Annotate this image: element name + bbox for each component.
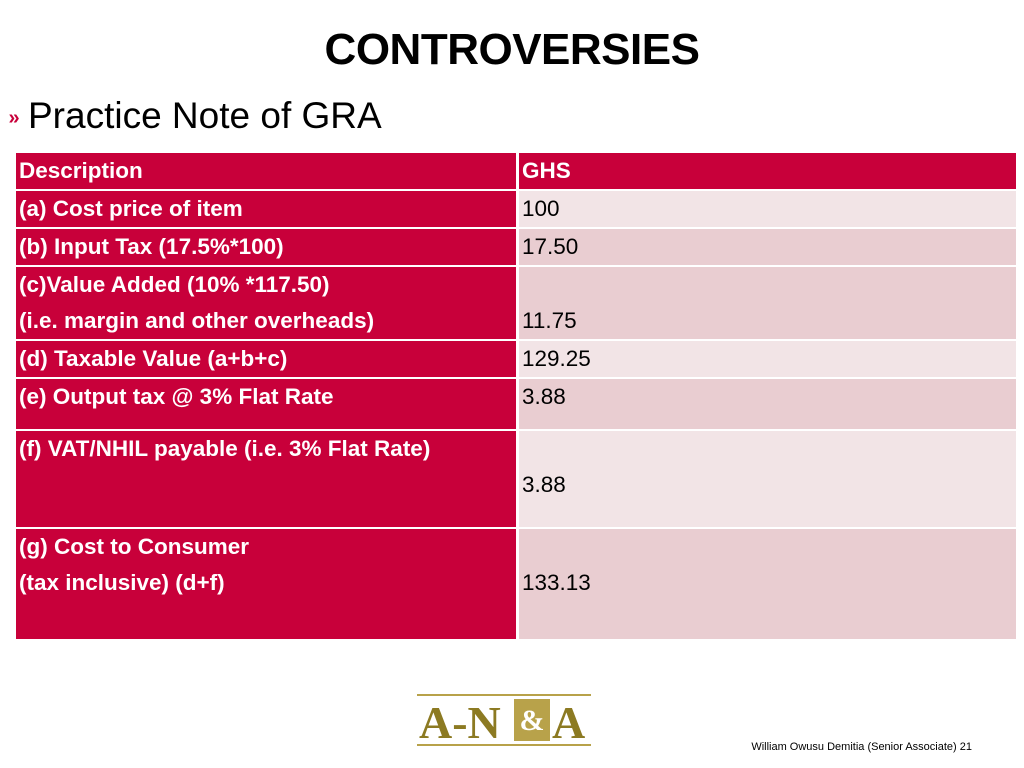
row-description: (c)Value Added (10% *117.50) (i.e. margin and other overheads) xyxy=(16,266,518,340)
row-description: (a) Cost price of item xyxy=(16,190,518,228)
logo-text-left: A-N xyxy=(419,697,501,747)
table-row xyxy=(16,266,1016,340)
table-row xyxy=(16,190,1016,228)
table-header-row xyxy=(16,153,1016,190)
row-description: (e) Output tax @ 3% Flat Rate xyxy=(16,378,518,430)
table-row xyxy=(16,228,1016,266)
row-value: 17.50 xyxy=(518,228,1017,266)
row-value: 129.25 xyxy=(518,340,1017,378)
row-description: (f) VAT/NHIL payable (i.e. 3% Flat Rate) xyxy=(16,430,518,528)
header-description: Description xyxy=(16,153,518,190)
table-row xyxy=(16,340,1016,378)
row-description: (b) Input Tax (17.5%*100) xyxy=(16,228,518,266)
bullet-text: Practice Note of GRA xyxy=(28,95,382,136)
logo-ampersand: & xyxy=(519,704,545,737)
row-description: (d) Taxable Value (a+b+c) xyxy=(16,340,518,378)
logo-text-right: A xyxy=(552,697,586,747)
slide-title: CONTROVERSIES xyxy=(324,25,700,74)
row-value: 133.13 xyxy=(518,528,1017,640)
table-row xyxy=(16,528,1016,640)
table-row xyxy=(16,378,1016,430)
row-description: (g) Cost to Consumer (tax inclusive) (d+f) xyxy=(16,528,518,640)
ana-logo xyxy=(417,693,591,747)
vat-calculation-table xyxy=(16,153,1016,641)
row-value: 3.88 xyxy=(518,378,1017,430)
row-value: 11.75 xyxy=(518,266,1017,340)
row-value: 100 xyxy=(518,190,1017,228)
double-chevron-right-icon: » xyxy=(8,106,20,129)
header-value: GHS xyxy=(518,153,1017,190)
table-row xyxy=(16,430,1016,528)
footer-text: William Owusu Demitia (Senior Associate) 21 xyxy=(751,741,972,753)
row-value: 3.88 xyxy=(518,430,1017,528)
bullet-point xyxy=(0,92,382,140)
